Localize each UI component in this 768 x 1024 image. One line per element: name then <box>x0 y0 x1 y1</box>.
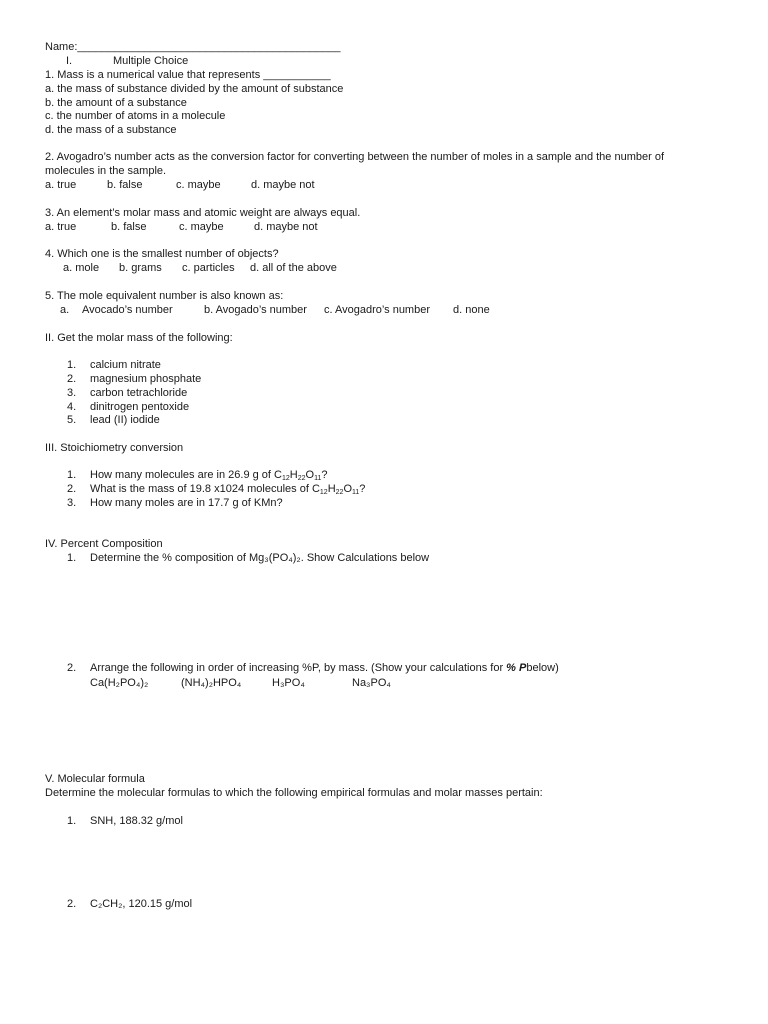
question-3-option-d: d. maybe not <box>254 221 318 233</box>
question-5-option-a-marker: a. <box>60 304 70 316</box>
section-4-title: IV. Percent Composition <box>45 538 163 550</box>
question-4-option-b: b. grams <box>119 262 162 274</box>
section-3-item-3: How many moles are in 17.7 g of KMn? <box>90 497 283 509</box>
question-3-stem: 3. An element’s molar mass and atomic weight are always equal. <box>45 207 361 219</box>
section-3-item-2: What is the mass of 19.8 x1024 molecules of $C_{12}H_{22}O_{11}$? <box>90 483 366 496</box>
section-5-title: V. Molecular formula <box>45 773 145 785</box>
question-5-stem: 5. The mole equivalent number is also known as: <box>45 290 284 302</box>
name-field-label: Name:___________________________________________ <box>45 41 341 53</box>
question-5-option-c: c. Avogadro’s number <box>324 304 430 316</box>
section-5-item-2-number: 2. <box>67 898 77 910</box>
section-1-title: Multiple Choice <box>113 55 189 67</box>
section-2-item-4: dinitrogen pentoxide <box>90 401 190 413</box>
question-3-option-b: b. false <box>111 221 147 233</box>
compound-2: (NH₄)₂HPO₄ <box>181 677 242 689</box>
section-2-item-1: calcium nitrate <box>90 359 161 371</box>
section-2-item-4-number: 4. <box>67 401 77 413</box>
question-2-option-b: b. false <box>107 179 143 191</box>
question-5-option-a: Avocado’s number <box>82 304 173 316</box>
section-4-q1-text: Determine the % composition of Mg₃(PO₄)₂. Show Calculations below <box>90 552 430 564</box>
question-2-option-a: a. true <box>45 179 77 191</box>
question-1-option-a: a. the mass of substance divided by the amount of substance <box>45 83 344 95</box>
section-5-instructions: Determine the molecular formulas to which the following empirical formulas and molar masses pertain: <box>45 787 543 799</box>
section-5-item-1: SNH, 188.32 g/mol <box>90 815 183 827</box>
question-2-stem: 2. Avogadro’s number acts as the conversion factor for converting between the number of moles in a sample and the number of molecules in the sample. <box>45 151 665 177</box>
section-2-item-2: magnesium phosphate <box>90 373 202 385</box>
section-2-item-1-number: 1. <box>67 359 77 371</box>
section-4-q2-text: Arrange the following in order of increasing %P, by mass. (Show your calculations for % Pbelow) <box>90 662 559 674</box>
question-4-stem: 4. Which one is the smallest number of objects? <box>45 248 279 260</box>
question-2-option-d: d. maybe not <box>251 179 315 191</box>
compound-1: Ca(H₂PO₄)₂ <box>90 677 149 689</box>
section-3-item-3-number: 3. <box>67 497 77 509</box>
question-3-option-a: a. true <box>45 221 77 233</box>
question-3-option-c: c. maybe <box>179 221 224 233</box>
section-3-title: III. Stoichiometry conversion <box>45 442 184 454</box>
question-1-option-d: d. the mass of a substance <box>45 124 177 136</box>
section-4-q1-number: 1. <box>67 552 77 564</box>
question-5-option-d: d. none <box>453 304 490 316</box>
question-1-option-b: b. the amount of a substance <box>45 97 187 109</box>
question-4-option-d: d. all of the above <box>250 262 337 274</box>
section-3-item-1: How many molecules are in 26.9 g of $C_{12}H_{22}O_{11}$? <box>90 469 328 482</box>
compound-4: Na₃PO₄ <box>352 677 391 689</box>
question-1-option-c: c. the number of atoms in a molecule <box>45 110 226 122</box>
section-2-item-5: lead (II) iodide <box>90 414 160 426</box>
question-5-option-b: b. Avogado’s number <box>204 304 307 316</box>
section-5-item-2: C₂CH₂, 120.15 g/mol <box>90 898 193 910</box>
question-2-option-c: c. maybe <box>176 179 221 191</box>
section-2-title: II. Get the molar mass of the following: <box>45 332 233 344</box>
section-3-item-2-number: 2. <box>67 483 77 495</box>
question-1-stem: 1. Mass is a numerical value that represents ___________ <box>45 69 331 81</box>
section-4-q2-number: 2. <box>67 662 77 674</box>
question-4-option-c: c. particles <box>182 262 235 274</box>
section-2-item-2-number: 2. <box>67 373 77 385</box>
section-1-numeral: I. <box>66 55 73 67</box>
section-2-item-3-number: 3. <box>67 387 77 399</box>
section-2-item-3: carbon tetrachloride <box>90 387 188 399</box>
section-3-item-1-number: 1. <box>67 469 77 481</box>
compound-3: H₃PO₄ <box>272 677 305 689</box>
section-2-item-5-number: 5. <box>67 414 77 426</box>
question-4-option-a: a. mole <box>63 262 100 274</box>
section-5-item-1-number: 1. <box>67 815 77 827</box>
